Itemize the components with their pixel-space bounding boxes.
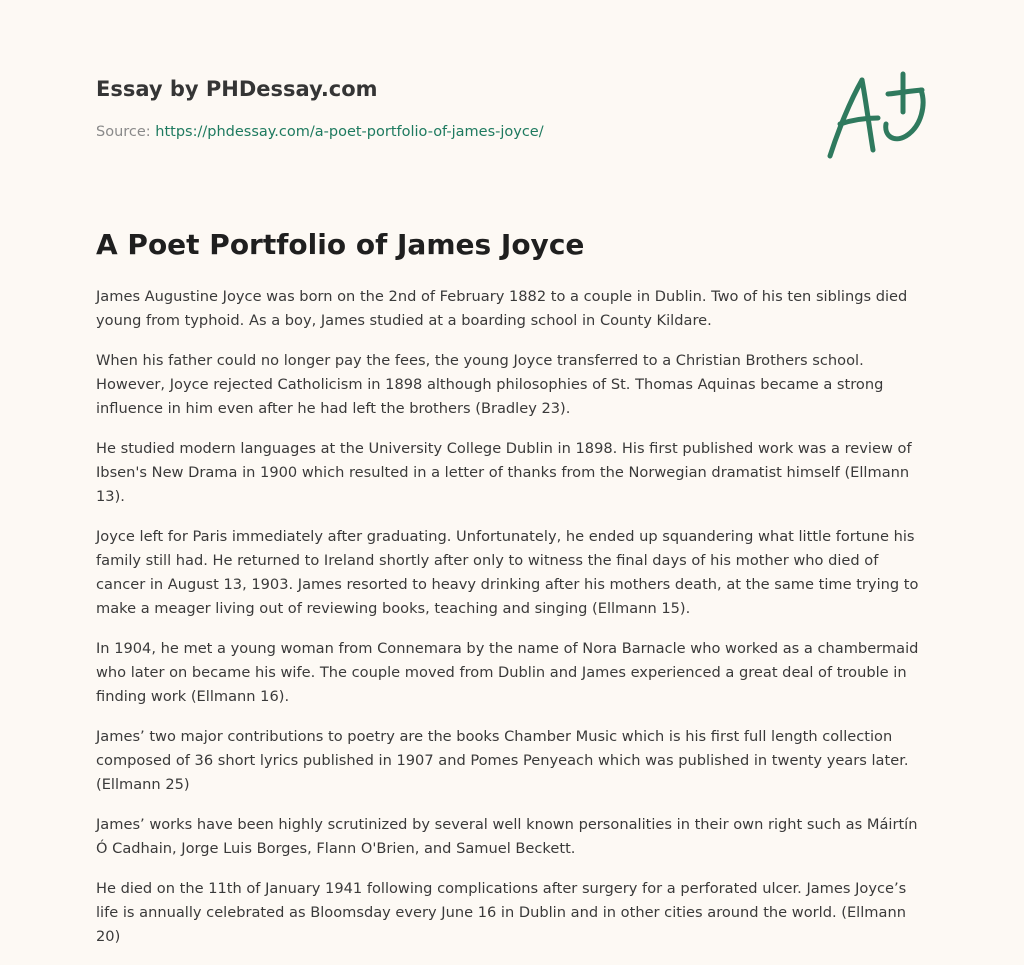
paragraph: In 1904, he met a young woman from Connemara by the name of Nora Barnacle who worked as a chambermaid who later on became his wife. The couple moved from Dublin and James experienced a great deal of trouble in finding work (Ellmann 16).: [96, 640, 919, 705]
a-plus-grade-icon: [818, 66, 930, 166]
paragraph: Joyce left for Paris immediately after graduating. Unfortunately, he ended up squandering what little fortune his family still had. He returned to Ireland shortly after only to witness the final days of his mother who died of cancer in August 13, 1903. James resorted to heavy drinking after his mothers death, at the same time trying to make a meager living out of reviewing books, teaching and singing (Ellmann 15).: [96, 528, 919, 617]
source-link[interactable]: https://phdessay.com/a-poet-portfolio-of-james-joyce/: [155, 124, 544, 140]
site-brand: Essay by PHDessay.com: [96, 77, 378, 101]
paragraph: He died on the 11th of January 1941 following complications after surgery for a perforated ulcer. James Joyce’s life is annually celebrated as Bloomsday every June 16 in Dublin and in other cities around the world. (Ellmann 20): [96, 880, 907, 945]
article-title: A Poet Portfolio of James Joyce: [96, 228, 585, 261]
paragraph: James’ two major contributions to poetry are the books Chamber Music which is his first full length collection composed of 36 short lyrics published in 1907 and Pomes Penyeach which was published in twenty years later. (Ellmann 25): [96, 728, 909, 793]
paragraph: He studied modern languages at the University College Dublin in 1898. His first published work was a review of Ibsen's New Drama in 1900 which resulted in a letter of thanks from the Norwegian dramatist himself (Ellmann 13).: [96, 440, 912, 505]
paragraph: When his father could no longer pay the fees, the young Joyce transferred to a Christian Brothers school. However, Joyce rejected Catholicism in 1898 although philosophies of St. Thomas Aquinas became a strong influence in him even after he had left the brothers (Bradley 23).: [96, 352, 884, 417]
page-header: [96, 74, 796, 142]
source-label: Source:: [96, 124, 156, 140]
paragraph: James’ works have been highly scrutinized by several well known personalities in their own right such as Máirtín Ó Cadhain, Jorge Luis Borges, Flann O'Brien, and Samuel Beckett.: [96, 816, 918, 857]
paragraph: James Augustine Joyce was born on the 2nd of February 1882 to a couple in Dublin. Two of his ten siblings died young from typhoid. As a boy, James studied at a boarding school in County Kildare.: [96, 288, 908, 329]
article-body: [96, 285, 926, 965]
source-line: [96, 122, 796, 142]
